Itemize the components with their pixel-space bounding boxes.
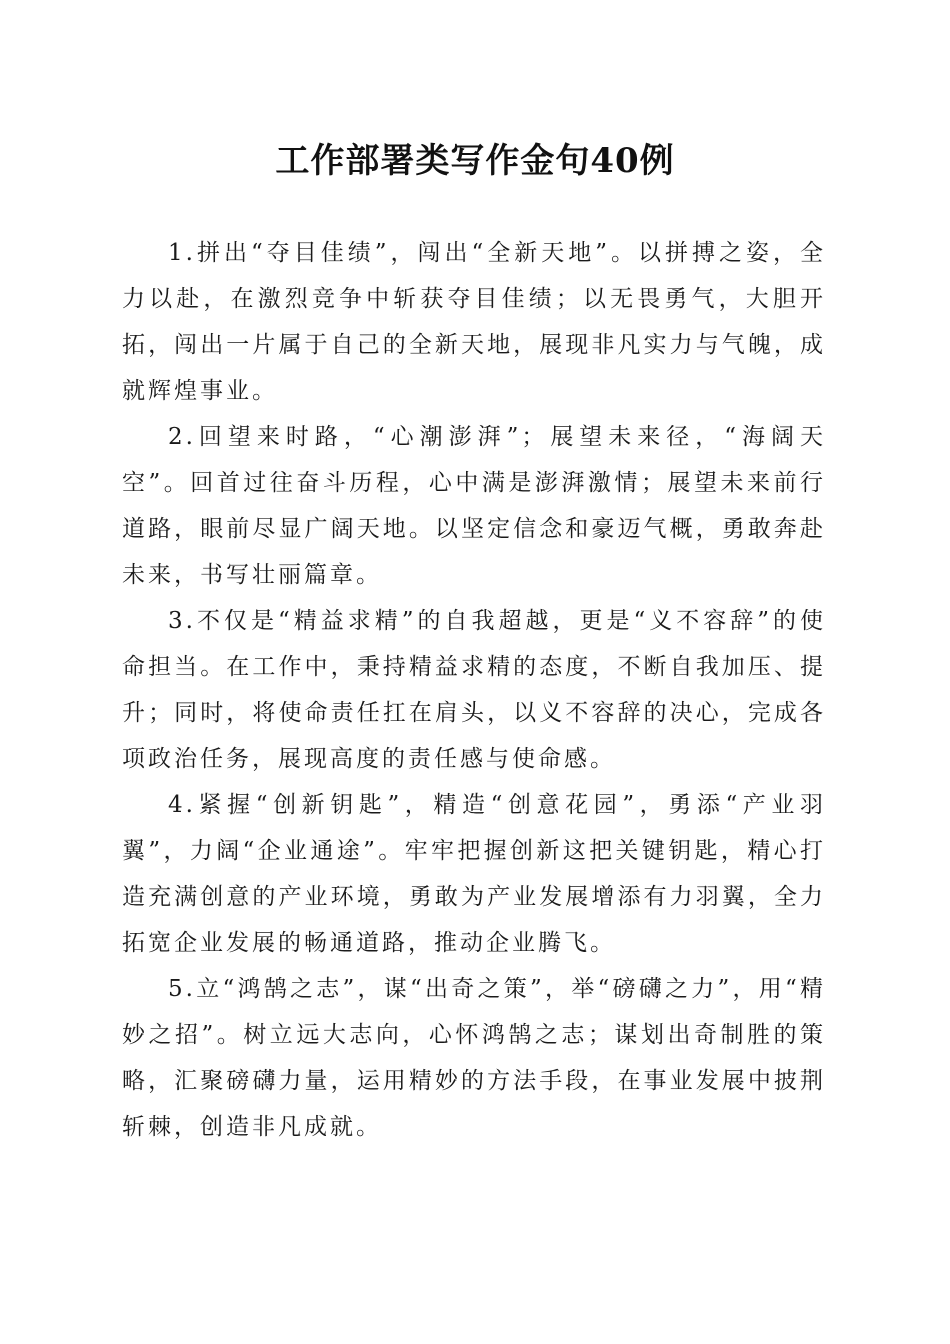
paragraph-1: 1.拼出“夺目佳绩”，闯出“全新天地”。以拼搏之姿，全力以赴，在激烈竞争中斩获夺目佳绩；以无畏勇气，大胆开拓，闯出一片属于自己的全新天地，展现非凡实力与气魄，成就辉煌事业。 [122, 240, 826, 404]
paragraph-4: 4.紧握“创新钥匙”，精造“创意花园”，勇添“产业羽翼”，力阔“企业通途”。牢牢把握创新这把关键钥匙，精心打造充满创意的产业环境，勇敢为产业发展增添有力羽翼，全力拓宽企业发展的畅通道路，推动企业腾飞。 [122, 792, 826, 956]
document-body [122, 230, 826, 1150]
paragraph-5: 5.立“鸿鹄之志”，谋“出奇之策”，举“磅礴之力”，用“精妙之招”。树立远大志向，心怀鸿鹄之志；谋划出奇制胜的策略，汇聚磅礴力量，运用精妙的方法手段，在事业发展中披荆斩棘，创造非凡成就。 [122, 976, 826, 1140]
paragraph-2: 2.回望来时路，“心潮澎湃”；展望未来径，“海阔天空”。回首过往奋斗历程，心中满是澎湃激情；展望未来前行道路，眼前尽显广阔天地。以坚定信念和豪迈气概，勇敢奔赴未来，书写壮丽篇章。 [122, 424, 826, 588]
paragraph-3: 3.不仅是“精益求精”的自我超越，更是“义不容辞”的使命担当。在工作中，秉持精益求精的态度，不断自我加压、提升；同时，将使命责任扛在肩头，以义不容辞的决心，完成各项政治任务，展现高度的责任感与使命感。 [122, 608, 826, 772]
document-title: 工作部署类写作金句40例 [275, 141, 675, 181]
